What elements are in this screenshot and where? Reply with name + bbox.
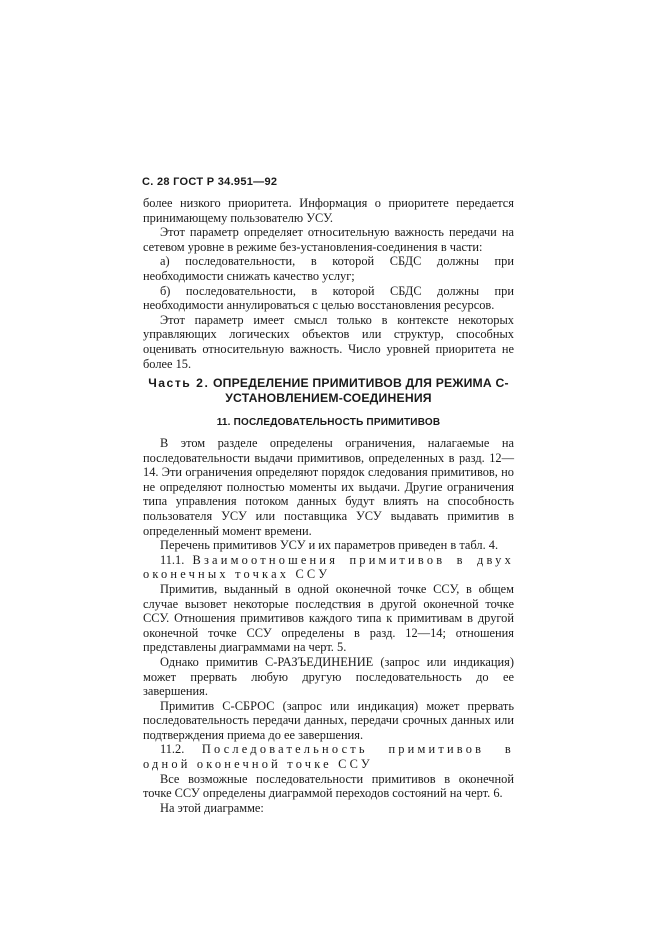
paragraph: В этом разделе определены ограничения, налагаемые на последовательности выдачи примитивов, определенных в разд. 12—14. Эти ограничения определяют порядок следования примитивов, но не определяют полностью моменты их выдачи. Другие ограничения типа управления потоком данных будут влиять на способность пользователя УСУ или поставщика УСУ выдавать примитив в определенный момент времени.: [143, 436, 514, 538]
paragraph: На этой диаграмме:: [160, 800, 264, 815]
paragraph: Перечень примитивов УСУ и их параметров приведен в табл. 4.: [160, 538, 499, 553]
paragraph: Этот параметр имеет смысл только в контексте некоторых управляющих логических объектов или структур, способных оценивать относительную важность. Число уровней приоритета не более 15.: [143, 312, 514, 371]
page-header: С. 28 ГОСТ Р 34.951—92: [142, 176, 278, 188]
paragraph: Примитив, выданный в одной оконечной точке ССУ, в общем случае вызовет некоторые последствия в другой оконечной точке ССУ. Отношения примитивов каждого типа к примитивам в другой оконечной точке ССУ определены в разд. 12—14; отношения представлены диаграммами на черт. 5.: [143, 581, 514, 655]
top-text-block: [143, 196, 514, 371]
subsection-heading-11-1: [143, 553, 514, 582]
paragraph: Примитив С-СБРОС (запрос или индикация) может прервать последовательность передачи данных, передачи срочных данных или подтверждения приема до ее завершения.: [143, 698, 514, 742]
paragraph: Все возможные последовательности примитивов в оконечной точке ССУ определены диаграммой переходов состояний на черт. 6.: [143, 771, 514, 801]
subsection-number: 11.2.: [160, 742, 185, 757]
body-text-block: [143, 436, 514, 815]
paragraph: Однако примитив С-РАЗЪЕДИНЕНИЕ (запрос или индикация) может прервать любую другую последовательность до ее завершения.: [143, 654, 514, 699]
paragraph: а) последовательности, в которой СБДС должны при необходимости снижать качество услуг;: [143, 254, 514, 283]
subsection-title: Последовательность примитивов в одной оконечной точке ССУ: [143, 742, 514, 772]
part-label: Часть 2.: [148, 376, 210, 390]
subsection-title: Взаимоотношения примитивов в двух оконечных точках ССУ: [143, 552, 514, 582]
subsection-number: 11.1.: [160, 552, 185, 567]
part-title: [143, 376, 514, 406]
subsection-heading-11-2: [143, 742, 514, 771]
paragraph: Этот параметр определяет относительную важность передачи на сетевом уровне в режиме без-установления-соединения в части:: [143, 225, 514, 254]
paragraph: более низкого приоритета. Информация о приоритете передается принимающему пользователю УСУ.: [143, 196, 514, 225]
section-title: 11. ПОСЛЕДОВАТЕЛЬНОСТЬ ПРИМИТИВОВ: [216, 417, 441, 428]
part-title-line2: УСТАНОВЛЕНИЕМ-СОЕДИНЕНИЯ: [225, 391, 432, 405]
paragraph: б) последовательности, в которой СБДС должны при необходимости аннулироваться с целью восстановления ресурсов.: [143, 283, 514, 313]
part-title-line1: ОПРЕДЕЛЕНИЕ ПРИМИТИВОВ ДЛЯ РЕЖИМА С-: [212, 376, 509, 390]
